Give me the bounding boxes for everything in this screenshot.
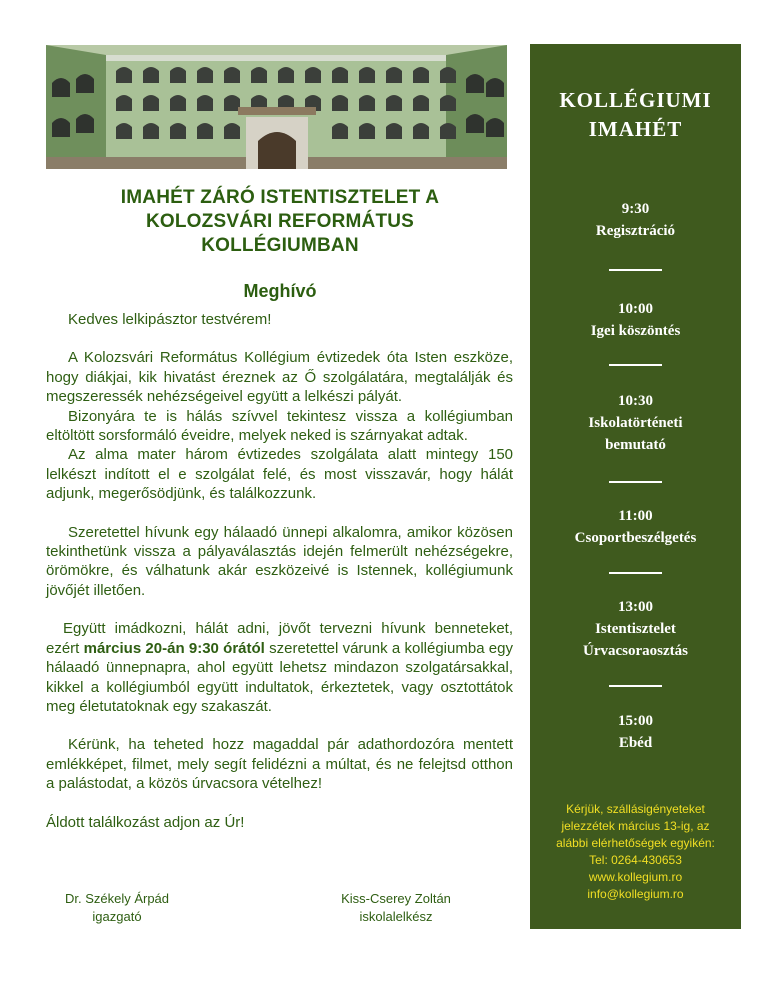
divider	[609, 572, 662, 574]
schedule-item	[530, 710, 741, 754]
paragraph: Az alma mater három évtizedes szolgálata alatt mintegy 150 lelkészt indított el e szolgálat felé, és most visszavár, hogy hálát adjunk, megerősödjünk, és találkozzunk.	[46, 446, 513, 503]
schedule-label: Ebéd	[618, 735, 653, 751]
schedule-sidebar	[530, 44, 741, 929]
signature-role: iskolalelkész	[359, 909, 433, 924]
letter-body	[46, 310, 513, 832]
schedule-item	[530, 298, 741, 342]
signature-chaplain	[326, 890, 466, 926]
divider	[609, 481, 662, 483]
paragraph: A Kolozsvári Református Kollégium évtizedek óta Isten eszköze, hogy diákjai, kik hivatást éreznek az Ő szolgálatára, megtalálják és megszeressék nehézségeivel együtt a lelkészi pályát.	[46, 349, 513, 406]
note-line: Kérjük, szállásigényeteket	[566, 802, 705, 816]
paragraph: Szeretettel hívunk egy hálaadó ünnepi alkalomra, amikor közösen tekinthetünk vissza a pályaválasztás idején felmerült nehézségekre, örömökre, és válhatunk akár eszközeivé is Istennek, kollégiumunk jövőjét illetően.	[46, 523, 513, 599]
greeting: Kedves lelkipásztor testvérem!	[68, 311, 272, 328]
divider	[609, 685, 662, 687]
signature-director	[52, 890, 182, 926]
title-line: IMAHÉT ZÁRÓ ISTENTISZTELET A	[120, 187, 440, 208]
schedule-label: Regisztráció	[595, 223, 676, 239]
schedule-item	[530, 198, 741, 242]
sidebar-title	[530, 86, 741, 144]
event-date: március 20-án 9:30 órától	[83, 639, 265, 657]
signature-name: Kiss-Cserey Zoltán	[341, 891, 451, 906]
schedule-time: 11:00	[618, 508, 653, 524]
invite-text: szeretettel várunk a kollégiumba egy hálaadó ünnepnapra, ahol együtt lehetsz mindazon szolgatársakkal, kikkel a kollégiumból együtt indultatok, érkeztetek, vagy osztottátok meg életutatoknak egy szakaszát.	[46, 639, 513, 715]
sidebar-title-line: IMAHÉT	[588, 117, 683, 141]
title-line: KOLOZSVÁRI REFORMÁTUS	[145, 211, 415, 232]
website-link[interactable]: www.kollegium.ro	[588, 870, 683, 884]
schedule-label: Csoportbeszélgetés	[574, 530, 697, 546]
invitation-heading: Meghívó	[243, 281, 317, 301]
note-line: alábbi elérhetőségek egyikén:	[556, 836, 715, 850]
schedule-time: 10:00	[618, 301, 653, 317]
registration-note	[530, 801, 741, 903]
schedule-item	[530, 505, 741, 549]
schedule-time: 13:00	[618, 599, 653, 615]
title-line: KOLLÉGIUMBAN	[201, 235, 359, 256]
schedule-label: bemutató	[605, 437, 666, 453]
invite-paragraph	[46, 619, 513, 716]
note-line: jelezzétek március 13-ig, az	[561, 819, 710, 833]
schedule-item	[530, 596, 741, 662]
sidebar-title-line: KOLLÉGIUMI	[559, 88, 712, 112]
blessing: Áldott találkozást adjon az Úr!	[46, 813, 245, 831]
paragraph: Bizonyára te is hálás szívvel tekintesz vissza a kollégiumban eltöltött sorsformáló éveidre, melyek neked is szárnyakat adtak.	[46, 407, 513, 445]
invite-text: Együtt imádkozni, hálát adni, jövőt tervezni hívunk benneteket, ezért	[46, 620, 513, 657]
signature-name: Dr. Székely Árpád	[64, 891, 170, 906]
schedule-time: 15:00	[618, 713, 653, 729]
signature-role: igazgató	[92, 909, 142, 924]
schedule-time: 9:30	[621, 201, 650, 217]
divider	[609, 364, 662, 366]
schedule-label: Istentisztelet	[595, 621, 676, 637]
schedule-label: Igei köszöntés	[590, 323, 681, 339]
request-paragraph: Kérünk, ha teheted hozz magaddal pár adathordozóra mentett emlékképet, filmet, mely segít felidézni a múltat, és ne felejtsd otthon a palástodat, a közös úrvacsora vételhez!	[46, 736, 513, 793]
phone-number: Tel: 0264-430653	[589, 853, 682, 867]
email-link[interactable]: info@kollegium.ro	[587, 887, 684, 901]
schedule-label: Úrvacsoraosztás	[583, 643, 688, 659]
divider	[609, 269, 662, 271]
schedule-item	[530, 390, 741, 456]
schedule-time: 10:30	[618, 393, 653, 409]
event-title	[60, 186, 500, 258]
schedule-label: Iskolatörténeti	[588, 415, 683, 431]
college-building-photo	[46, 45, 507, 169]
